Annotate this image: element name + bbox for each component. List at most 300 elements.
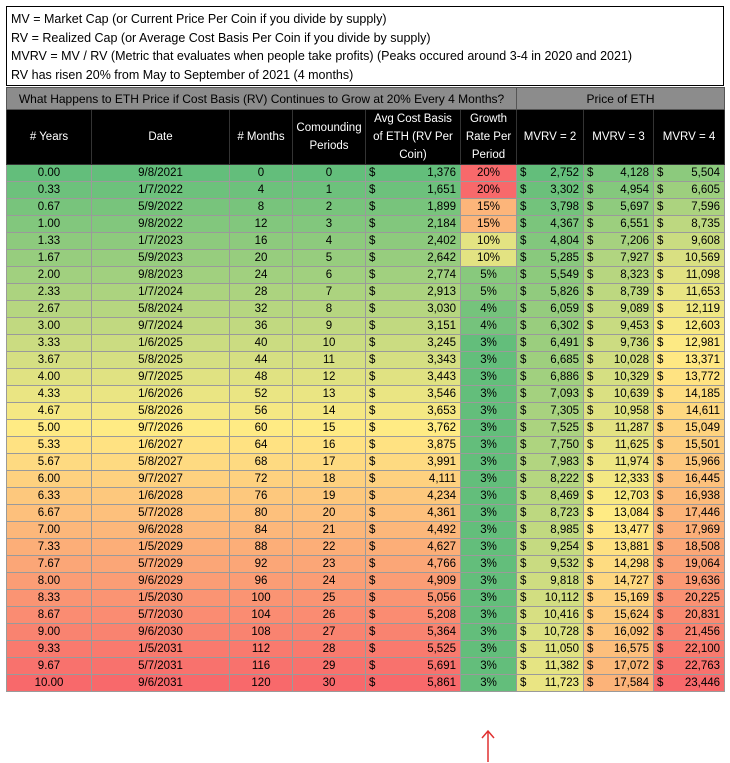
cell-periods: 21 <box>293 522 366 539</box>
cell-mvrv3 <box>584 522 654 539</box>
amount: 3,798 <box>550 201 580 213</box>
currency-symbol: $ <box>587 507 594 519</box>
amount: 3,443 <box>427 371 456 383</box>
currency-symbol: $ <box>587 371 594 383</box>
cell-months: 84 <box>230 522 293 539</box>
amount: 2,752 <box>550 167 580 179</box>
amount: 5,056 <box>427 592 456 604</box>
amount: 4,234 <box>427 490 456 502</box>
cell-date: 9/7/2025 <box>92 369 230 386</box>
currency-symbol: $ <box>369 388 376 400</box>
cell-months: 56 <box>230 403 293 420</box>
cell-date: 9/7/2026 <box>92 420 230 437</box>
cell-years: 3.33 <box>7 335 92 352</box>
cell-rv <box>366 658 461 675</box>
amount: 1,376 <box>427 167 456 179</box>
currency-symbol: $ <box>657 490 664 502</box>
currency-symbol: $ <box>657 201 664 213</box>
cell-mvrv2 <box>517 505 584 522</box>
amount: 18,508 <box>684 541 721 553</box>
cell-mvrv3 <box>584 165 654 182</box>
currency-symbol: $ <box>369 473 376 485</box>
amount: 8,985 <box>550 524 580 536</box>
cell-mvrv4 <box>654 675 725 692</box>
cell-mvrv4 <box>654 539 725 556</box>
amount: 8,723 <box>550 507 580 519</box>
arrow-up-icon <box>478 728 498 763</box>
cell-months: 48 <box>230 369 293 386</box>
currency-symbol: $ <box>657 320 664 332</box>
cell-mvrv4 <box>654 437 725 454</box>
cell-date: 5/7/2031 <box>92 658 230 675</box>
currency-symbol: $ <box>657 558 664 570</box>
currency-symbol: $ <box>369 643 376 655</box>
price-group-header: Price of ETH <box>517 88 725 110</box>
currency-symbol: $ <box>587 218 594 230</box>
cell-months: 92 <box>230 556 293 573</box>
amount: 14,298 <box>613 558 650 570</box>
cell-mvrv3 <box>584 369 654 386</box>
currency-symbol: $ <box>520 575 527 587</box>
cell-rv <box>366 556 461 573</box>
table-row <box>7 250 725 267</box>
cell-date: 5/8/2026 <box>92 403 230 420</box>
currency-symbol: $ <box>587 235 594 247</box>
amount: 5,691 <box>427 660 456 672</box>
cell-mvrv4 <box>654 267 725 284</box>
cell-mvrv4 <box>654 658 725 675</box>
cell-months: 108 <box>230 624 293 641</box>
currency-symbol: $ <box>657 269 664 281</box>
currency-symbol: $ <box>520 337 527 349</box>
cell-months: 100 <box>230 590 293 607</box>
amount: 23,446 <box>684 677 721 689</box>
amount: 7,206 <box>620 235 650 247</box>
cell-mvrv2 <box>517 573 584 590</box>
cell-rv <box>366 641 461 658</box>
amount: 3,245 <box>427 337 456 349</box>
currency-symbol: $ <box>369 660 376 672</box>
amount: 10,958 <box>613 405 650 417</box>
amount: 9,453 <box>620 320 650 332</box>
cell-mvrv4 <box>654 182 725 199</box>
cell-years: 4.67 <box>7 403 92 420</box>
cell-mvrv2 <box>517 420 584 437</box>
cell-mvrv3 <box>584 488 654 505</box>
amount: 5,697 <box>620 201 650 213</box>
table-row <box>7 267 725 284</box>
table-row <box>7 539 725 556</box>
table-row <box>7 607 725 624</box>
cell-mvrv4 <box>654 165 725 182</box>
table-row <box>7 216 725 233</box>
table-row <box>7 369 725 386</box>
cell-mvrv3 <box>584 301 654 318</box>
amount: 14,611 <box>685 405 721 417</box>
currency-symbol: $ <box>587 405 594 417</box>
cell-rate: 20% <box>461 165 517 182</box>
amount: 17,072 <box>613 660 650 672</box>
amount: 3,030 <box>427 303 456 315</box>
cell-rv <box>366 216 461 233</box>
cell-mvrv3 <box>584 267 654 284</box>
cell-date: 5/8/2027 <box>92 454 230 471</box>
table-row <box>7 573 725 590</box>
cell-date: 9/6/2031 <box>92 675 230 692</box>
cell-date: 1/7/2024 <box>92 284 230 301</box>
table-row <box>7 182 725 199</box>
currency-symbol: $ <box>657 235 664 247</box>
currency-symbol: $ <box>587 592 594 604</box>
amount: 11,653 <box>685 286 721 298</box>
cell-rate: 4% <box>461 301 517 318</box>
cell-rate: 3% <box>461 420 517 437</box>
currency-symbol: $ <box>520 558 527 570</box>
currency-symbol: $ <box>587 677 594 689</box>
cell-years: 4.33 <box>7 386 92 403</box>
currency-symbol: $ <box>587 286 594 298</box>
currency-symbol: $ <box>657 422 664 434</box>
currency-symbol: $ <box>520 252 527 264</box>
cell-months: 12 <box>230 216 293 233</box>
cell-periods: 29 <box>293 658 366 675</box>
table-row <box>7 403 725 420</box>
currency-symbol: $ <box>587 303 594 315</box>
amount: 5,861 <box>427 677 456 689</box>
cell-mvrv3 <box>584 624 654 641</box>
cell-rv <box>366 250 461 267</box>
cell-mvrv2 <box>517 403 584 420</box>
cell-rate: 10% <box>461 250 517 267</box>
cell-mvrv2 <box>517 369 584 386</box>
eth-projection-table <box>6 87 725 692</box>
cell-periods: 20 <box>293 505 366 522</box>
cell-mvrv2 <box>517 675 584 692</box>
cell-mvrv3 <box>584 182 654 199</box>
cell-rate: 3% <box>461 335 517 352</box>
cell-date: 1/7/2022 <box>92 182 230 199</box>
cell-periods: 1 <box>293 182 366 199</box>
amount: 7,093 <box>550 388 580 400</box>
currency-symbol: $ <box>369 405 376 417</box>
amount: 4,367 <box>550 218 580 230</box>
amount: 13,371 <box>684 354 721 366</box>
currency-symbol: $ <box>520 405 527 417</box>
cell-date: 5/7/2030 <box>92 607 230 624</box>
cell-rate: 5% <box>461 284 517 301</box>
table-row <box>7 505 725 522</box>
cell-mvrv4 <box>654 301 725 318</box>
cell-years: 0.67 <box>7 199 92 216</box>
cell-periods: 28 <box>293 641 366 658</box>
currency-symbol: $ <box>587 626 594 638</box>
currency-symbol: $ <box>369 320 376 332</box>
cell-years: 2.67 <box>7 301 92 318</box>
cell-mvrv2 <box>517 233 584 250</box>
cell-months: 36 <box>230 318 293 335</box>
amount: 9,089 <box>620 303 650 315</box>
cell-mvrv3 <box>584 250 654 267</box>
currency-symbol: $ <box>587 167 594 179</box>
cell-periods: 13 <box>293 386 366 403</box>
cell-periods: 15 <box>293 420 366 437</box>
amount: 16,092 <box>613 626 650 638</box>
table-row <box>7 301 725 318</box>
currency-symbol: $ <box>369 677 376 689</box>
cell-mvrv4 <box>654 199 725 216</box>
cell-mvrv3 <box>584 641 654 658</box>
cell-mvrv4 <box>654 386 725 403</box>
cell-mvrv4 <box>654 488 725 505</box>
amount: 7,927 <box>620 252 650 264</box>
cell-months: 64 <box>230 437 293 454</box>
cell-rv <box>366 471 461 488</box>
table-row <box>7 488 725 505</box>
cell-mvrv2 <box>517 539 584 556</box>
currency-symbol: $ <box>657 439 664 451</box>
cell-mvrv2 <box>517 522 584 539</box>
col-header-years: # Years <box>7 110 92 165</box>
cell-years: 2.00 <box>7 267 92 284</box>
amount: 3,875 <box>427 439 456 451</box>
amount: 3,762 <box>427 422 456 434</box>
note-mvrv: MVRV = MV / RV (Metric that evaluates when people take profits) (Peaks occured around 3-4 in 2020 and 2021) <box>11 49 633 63</box>
currency-symbol: $ <box>520 456 527 468</box>
cell-years: 9.67 <box>7 658 92 675</box>
amount: 9,608 <box>691 235 721 247</box>
cell-mvrv3 <box>584 437 654 454</box>
cell-mvrv2 <box>517 182 584 199</box>
currency-symbol: $ <box>520 660 527 672</box>
currency-symbol: $ <box>657 354 664 366</box>
col-header-date: Date <box>92 110 230 165</box>
cell-periods: 25 <box>293 590 366 607</box>
cell-mvrv2 <box>517 437 584 454</box>
currency-symbol: $ <box>369 541 376 553</box>
cell-date: 9/7/2027 <box>92 471 230 488</box>
cell-years: 8.67 <box>7 607 92 624</box>
amount: 6,551 <box>620 218 650 230</box>
cell-date: 5/9/2023 <box>92 250 230 267</box>
amount: 4,492 <box>427 524 456 536</box>
cell-date: 5/8/2024 <box>92 301 230 318</box>
cell-mvrv4 <box>654 420 725 437</box>
amount: 6,302 <box>550 320 580 332</box>
cell-rv <box>366 522 461 539</box>
table-title: What Happens to ETH Price if Cost Basis (RV) Continues to Grow at 20% Every 4 Months? <box>7 88 517 110</box>
amount: 13,881 <box>613 541 650 553</box>
amount: 5,504 <box>691 167 721 179</box>
amount: 4,909 <box>427 575 456 587</box>
col-header-months: # Months <box>230 110 293 165</box>
currency-symbol: $ <box>369 609 376 621</box>
currency-symbol: $ <box>520 490 527 502</box>
amount: 21,456 <box>684 626 721 638</box>
cell-mvrv4 <box>654 590 725 607</box>
currency-symbol: $ <box>520 677 527 689</box>
amount: 2,642 <box>427 252 456 264</box>
currency-symbol: $ <box>587 337 594 349</box>
currency-symbol: $ <box>369 201 376 213</box>
table-row <box>7 454 725 471</box>
cell-mvrv2 <box>517 488 584 505</box>
cell-mvrv4 <box>654 573 725 590</box>
cell-years: 4.00 <box>7 369 92 386</box>
amount: 19,064 <box>684 558 721 570</box>
cell-mvrv3 <box>584 335 654 352</box>
currency-symbol: $ <box>520 167 527 179</box>
amount: 17,446 <box>684 507 721 519</box>
currency-symbol: $ <box>520 592 527 604</box>
cell-rate: 3% <box>461 505 517 522</box>
cell-months: 96 <box>230 573 293 590</box>
cell-mvrv4 <box>654 505 725 522</box>
cell-date: 9/7/2024 <box>92 318 230 335</box>
currency-symbol: $ <box>520 269 527 281</box>
cell-years: 3.67 <box>7 352 92 369</box>
currency-symbol: $ <box>587 422 594 434</box>
currency-symbol: $ <box>587 184 594 196</box>
cell-mvrv3 <box>584 284 654 301</box>
cell-periods: 7 <box>293 284 366 301</box>
amount: 5,364 <box>427 626 456 638</box>
table-row <box>7 641 725 658</box>
currency-symbol: $ <box>369 218 376 230</box>
currency-symbol: $ <box>520 354 527 366</box>
table-row <box>7 556 725 573</box>
currency-symbol: $ <box>657 575 664 587</box>
amount: 7,305 <box>550 405 580 417</box>
currency-symbol: $ <box>657 388 664 400</box>
cell-mvrv4 <box>654 607 725 624</box>
cell-date: 1/7/2023 <box>92 233 230 250</box>
cell-periods: 14 <box>293 403 366 420</box>
amount: 15,501 <box>684 439 721 451</box>
amount: 9,736 <box>620 337 650 349</box>
cell-rate: 3% <box>461 352 517 369</box>
note-rv: RV = Realized Cap (or Average Cost Basis Per Coin if you divide by supply) <box>11 30 431 45</box>
cell-rv <box>366 369 461 386</box>
currency-symbol: $ <box>587 473 594 485</box>
currency-symbol: $ <box>369 490 376 502</box>
cell-months: 52 <box>230 386 293 403</box>
amount: 6,685 <box>550 354 580 366</box>
amount: 2,402 <box>427 235 456 247</box>
amount: 16,938 <box>684 490 721 502</box>
currency-symbol: $ <box>520 507 527 519</box>
currency-symbol: $ <box>369 575 376 587</box>
table-row <box>7 675 725 692</box>
amount: 3,546 <box>427 388 456 400</box>
cell-years: 5.33 <box>7 437 92 454</box>
cell-rv <box>366 233 461 250</box>
cell-mvrv3 <box>584 675 654 692</box>
cell-date: 9/6/2029 <box>92 573 230 590</box>
amount: 15,624 <box>613 609 650 621</box>
cell-periods: 11 <box>293 352 366 369</box>
currency-symbol: $ <box>369 507 376 519</box>
cell-rv <box>366 318 461 335</box>
currency-symbol: $ <box>587 354 594 366</box>
cell-rate: 3% <box>461 624 517 641</box>
amount: 12,603 <box>684 320 721 332</box>
notes-box <box>6 6 724 86</box>
col-header-rv: Avg Cost Basis of ETH (RV Per Coin) <box>366 110 461 165</box>
amount: 7,596 <box>691 201 721 213</box>
currency-symbol: $ <box>520 422 527 434</box>
table-row <box>7 471 725 488</box>
cell-months: 72 <box>230 471 293 488</box>
cell-mvrv3 <box>584 216 654 233</box>
cell-rv <box>366 301 461 318</box>
currency-symbol: $ <box>520 286 527 298</box>
currency-symbol: $ <box>587 456 594 468</box>
table-row <box>7 284 725 301</box>
amount: 15,169 <box>613 592 650 604</box>
cell-years: 10.00 <box>7 675 92 692</box>
cell-periods: 2 <box>293 199 366 216</box>
currency-symbol: $ <box>520 524 527 536</box>
cell-mvrv2 <box>517 165 584 182</box>
cell-rv <box>366 675 461 692</box>
cell-mvrv2 <box>517 216 584 233</box>
amount: 4,627 <box>427 541 456 553</box>
cell-months: 80 <box>230 505 293 522</box>
cell-rate: 3% <box>461 607 517 624</box>
col-header-mvrv4: MVRV = 4 <box>654 110 725 165</box>
amount: 17,969 <box>684 524 721 536</box>
cell-rate: 3% <box>461 590 517 607</box>
cell-mvrv3 <box>584 590 654 607</box>
table-row <box>7 590 725 607</box>
amount: 6,059 <box>550 303 580 315</box>
amount: 5,826 <box>550 286 580 298</box>
currency-symbol: $ <box>369 456 376 468</box>
cell-mvrv4 <box>654 233 725 250</box>
cell-periods: 23 <box>293 556 366 573</box>
amount: 9,818 <box>550 575 580 587</box>
cell-mvrv4 <box>654 335 725 352</box>
table-row <box>7 165 725 182</box>
col-header-mvrv3: MVRV = 3 <box>584 110 654 165</box>
cell-rate: 3% <box>461 454 517 471</box>
table-row <box>7 335 725 352</box>
currency-symbol: $ <box>520 609 527 621</box>
amount: 3,653 <box>427 405 456 417</box>
cell-rate: 3% <box>461 471 517 488</box>
cell-rate: 3% <box>461 675 517 692</box>
amount: 8,222 <box>550 473 580 485</box>
cell-periods: 16 <box>293 437 366 454</box>
currency-symbol: $ <box>520 184 527 196</box>
currency-symbol: $ <box>657 405 664 417</box>
amount: 17,584 <box>613 677 650 689</box>
cell-mvrv2 <box>517 454 584 471</box>
amount: 10,728 <box>543 626 580 638</box>
cell-date: 1/5/2030 <box>92 590 230 607</box>
cell-rate: 3% <box>461 386 517 403</box>
cell-mvrv4 <box>654 318 725 335</box>
cell-periods: 12 <box>293 369 366 386</box>
table-body <box>7 165 725 692</box>
amount: 6,605 <box>691 184 721 196</box>
currency-symbol: $ <box>587 524 594 536</box>
amount: 22,100 <box>684 643 721 655</box>
cell-years: 0.33 <box>7 182 92 199</box>
currency-symbol: $ <box>369 269 376 281</box>
cell-rate: 4% <box>461 318 517 335</box>
currency-symbol: $ <box>369 592 376 604</box>
